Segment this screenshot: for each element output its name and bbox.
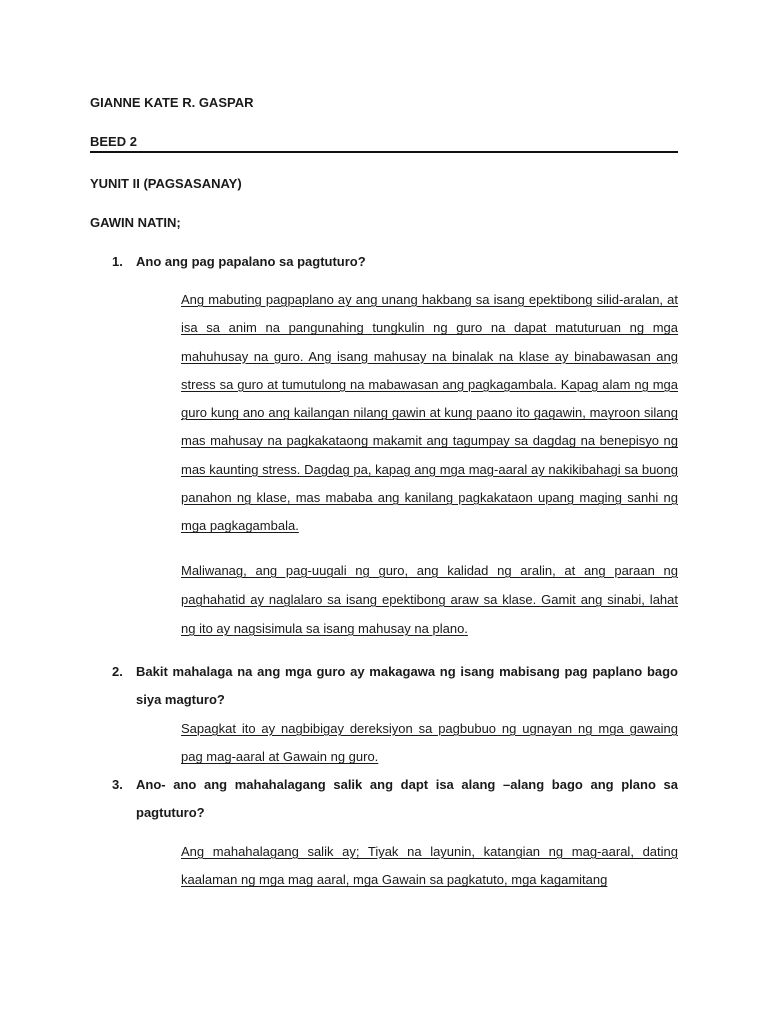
answer-1-paragraph-1: Ang mabuting pagpaplano ay ang unang hakbang sa isang epektibong silid-aralan, at isa sa anim na pangunahing tungkulin ng guro na dapat matuturuan ng mga mahuhusay na guro. Ang isang mahusay na binalak na klase ay binabawasan ang stress sa guro at tumutulong na mabawasan ang pagkagambala. Kapag alam ng mga guro kung ano ang kailangan nilang gawin at kung paano ito gagawin, mayroon silang mas mahusay na pagkakataong makamit ang tagumpay sa dagdag na benepisyo ng mas kaunting stress. Dagdag pa, kapag ang mga mag-aaral ay nakikibahagi sa buong panahon ng klase, mas mababa ang kanilang pagkakataon upang maging sanhi ng mga pagkagambala. — [181, 292, 678, 534]
question-1-number: 1. — [112, 254, 123, 269]
activity-title: GAWIN NATIN; — [90, 215, 181, 230]
header-divider — [90, 151, 678, 153]
question-3-text: Ano- ano ang mahahalagang salik ang dapt isa alang –alang bago ang plano sa pagtuturo? — [136, 777, 678, 820]
question-2-number: 2. — [112, 664, 123, 679]
question-3-number: 3. — [112, 777, 123, 792]
answer-3: Ang mahahalagang salik ay; Tiyak na layunin, katangian ng mag-aaral, dating kaalaman ng mga mag aaral, mga Gawain sa pagkatuto, mga kagamitang — [181, 844, 678, 888]
unit-title: YUNIT II (PAGSASANAY) — [90, 176, 242, 191]
student-name: GIANNE KATE R. GASPAR — [90, 95, 254, 110]
question-2-text: Bakit mahalaga na ang mga guro ay makagawa ng isang mabisang pag paplano bago siya magturo? — [136, 664, 678, 707]
question-1-text: Ano ang pag papalano sa pagtuturo? — [136, 254, 366, 269]
answer-1-paragraph-2: Maliwanag, ang pag-uugali ng guro, ang kalidad ng aralin, at ang paraan ng paghahatid ay naglalaro sa isang epektibong araw sa klase. Gamit ang sinabi, lahat ng ito ay nagsisimula sa isang mahusay na plano. — [181, 563, 678, 636]
course-label: BEED 2 — [90, 134, 137, 149]
answer-2: Sapagkat ito ay nagbibigay dereksiyon sa pagbubuo ng ugnayan ng mga gawaing pag mag-aaral at Gawain ng guro. — [181, 721, 678, 765]
